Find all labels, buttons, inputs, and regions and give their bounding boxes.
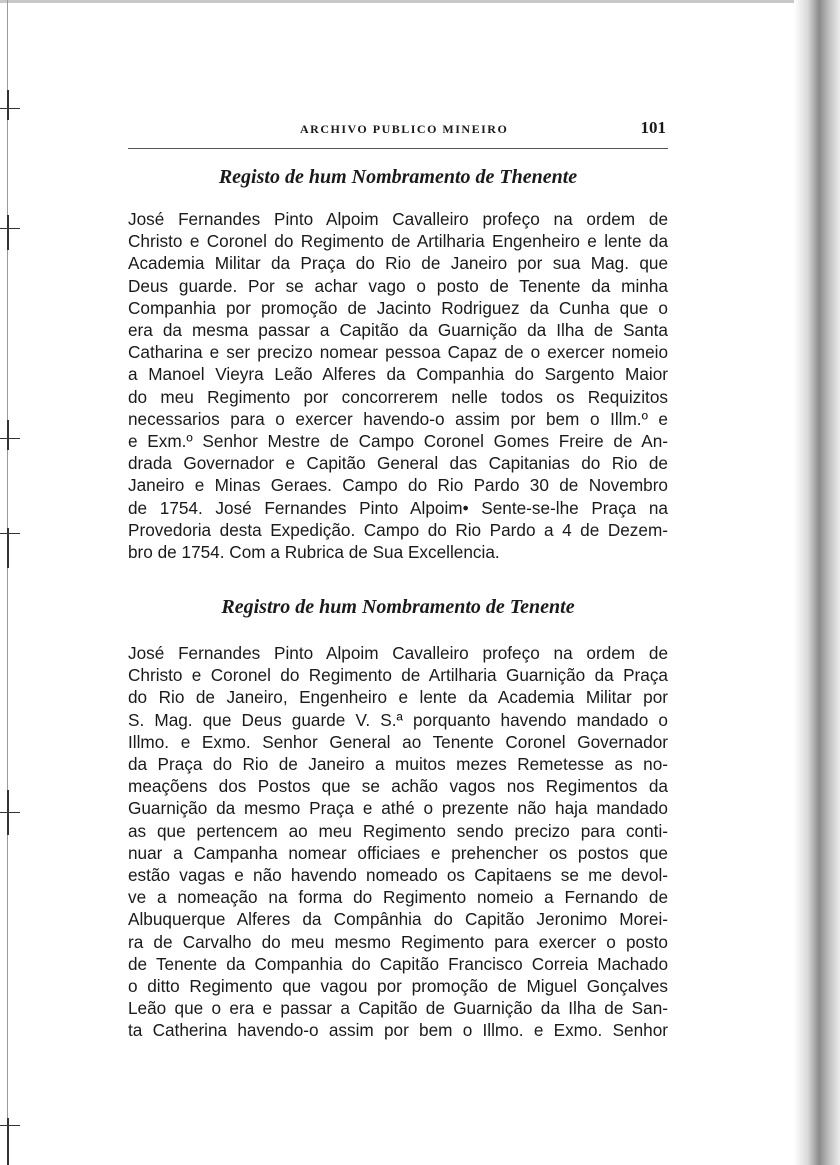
section-title: Registro de hum Nombramento de Tenente: [221, 596, 575, 618]
text-line: do meu Regimento por concorrerem nelle todos os Requizitos: [128, 386, 668, 407]
text-line: estão vagas e não havendo nomeado os Capitaens se me devol-: [128, 865, 668, 886]
text-line: Christo e Coronel do Regimento de Artilharia Guarnição da Praça: [128, 665, 668, 686]
text-line: necessarios para o exercer havendo-o assim por bem o Illm.º e: [128, 408, 668, 429]
header-rule: [128, 148, 668, 149]
text-line: o ditto Regimento que vagou por promoção de Miguel Gonçalves: [128, 976, 668, 997]
text-line: era da mesma passar a Capitão da Guarnição da Ilha de Santa: [128, 320, 668, 341]
text-line: drada Governador e Capitão General das Capitanias do Rio de: [128, 453, 668, 474]
section-body: [128, 642, 668, 1042]
text-line: Guarnição da mesmo Praça e athé o prezente não haja mandado: [128, 798, 668, 819]
text-line: José Fernandes Pinto Alpoim Cavalleiro profeço na ordem de: [128, 209, 668, 229]
text-line: José Fernandes Pinto Alpoim Cavalleiro profeço na ordem de: [128, 643, 668, 663]
binding-mark: [0, 533, 20, 534]
page-top-edge: [0, 0, 800, 3]
text-line: meaçõens dos Postos que se achão vagos nos Regimentos da: [128, 776, 668, 797]
text-line: Deus guarde. Por se achar vago o posto de Tenente da minha: [128, 275, 668, 296]
binding-mark: [0, 1125, 20, 1126]
text-line: S. Mag. que Deus guarde V. S.ª porquanto havendo mandado o: [128, 709, 668, 730]
text-line: a Manoel Vieyra Leão Alferes da Companhia do Sargento Maior: [128, 364, 668, 385]
text-line: ve a nomeação na forma do Regimento nomeio a Fernando de: [128, 887, 668, 908]
text-line: Academia Militar da Praça do Rio de Janeiro por sua Mag. que: [128, 253, 668, 274]
text-line: Leão que o era e passar a Capitão de Guarnição da Ilha de San-: [128, 998, 668, 1019]
binding-gutter-line: [7, 0, 8, 1165]
binding-mark: [7, 420, 9, 450]
binding-mark: [7, 528, 9, 568]
text-line: nuar a Campanha nomear officiaes e prehencher os postos que: [128, 842, 668, 863]
text-line: Provedoria desta Expedição. Campo do Rio Pardo a 4 de Dezem-: [128, 519, 668, 540]
binding-mark: [7, 90, 9, 120]
text-line: da Praça do Rio de Janeiro a muitos mezes Remetesse as no-: [128, 754, 668, 775]
binding-mark: [7, 1118, 9, 1165]
text-line: Illmo. e Exmo. Senhor General ao Tenente Coronel Governador: [128, 731, 668, 752]
text-line: de Tenente da Companhia do Capitão Francisco Correia Machado: [128, 953, 668, 974]
text-line: Companhia por promoção de Jacinto Rodriguez da Cunha que o: [128, 297, 668, 318]
page-header: [128, 118, 668, 144]
text-line: ra de Carvalho do meu mesmo Regimento para exercer o posto: [128, 931, 668, 952]
binding-mark: [0, 108, 20, 109]
page-number: 101: [640, 118, 666, 137]
text-line: Christo e Coronel do Regimento de Artilharia Engenheiro e lente da: [128, 231, 668, 252]
binding-mark: [0, 812, 20, 813]
binding-mark: [7, 790, 9, 835]
running-head: ARCHIVO PUBLICO MINEIRO: [300, 122, 509, 136]
page-right-edge-shadow: [794, 0, 840, 1165]
text-line: as que pertencem ao meu Regimento sendo precizo para conti-: [128, 820, 668, 841]
section-title: Registo de hum Nombramento de Thenente: [218, 166, 578, 188]
text-line: Albuquerque Alferes da Compânhia do Capitão Jeronimo Morei-: [128, 909, 668, 930]
text-line: Catharina e ser precizo nomear pessoa Capaz de o exercer nomeio: [128, 342, 668, 363]
section-body: [128, 208, 668, 563]
binding-mark: [0, 228, 20, 229]
text-line: bro de 1754. Com a Rubrica de Sua Excellencia.: [128, 542, 500, 563]
text-line: do Rio de Janeiro, Engenheiro e lente da Academia Militar por: [128, 687, 668, 708]
text-line: ta Catherina havendo-o assim por bem o Illmo. e Exmo. Senhor: [128, 1020, 668, 1041]
binding-mark: [0, 438, 20, 439]
text-line: de 1754. José Fernandes Pinto Alpoim• Sente-se-lhe Praça na: [128, 497, 668, 518]
binding-mark: [7, 215, 9, 250]
text-line: e Exm.º Senhor Mestre de Campo Coronel Gomes Freire de An-: [128, 431, 668, 452]
text-line: Janeiro e Minas Geraes. Campo do Rio Pardo 30 de Novembro: [128, 475, 668, 496]
